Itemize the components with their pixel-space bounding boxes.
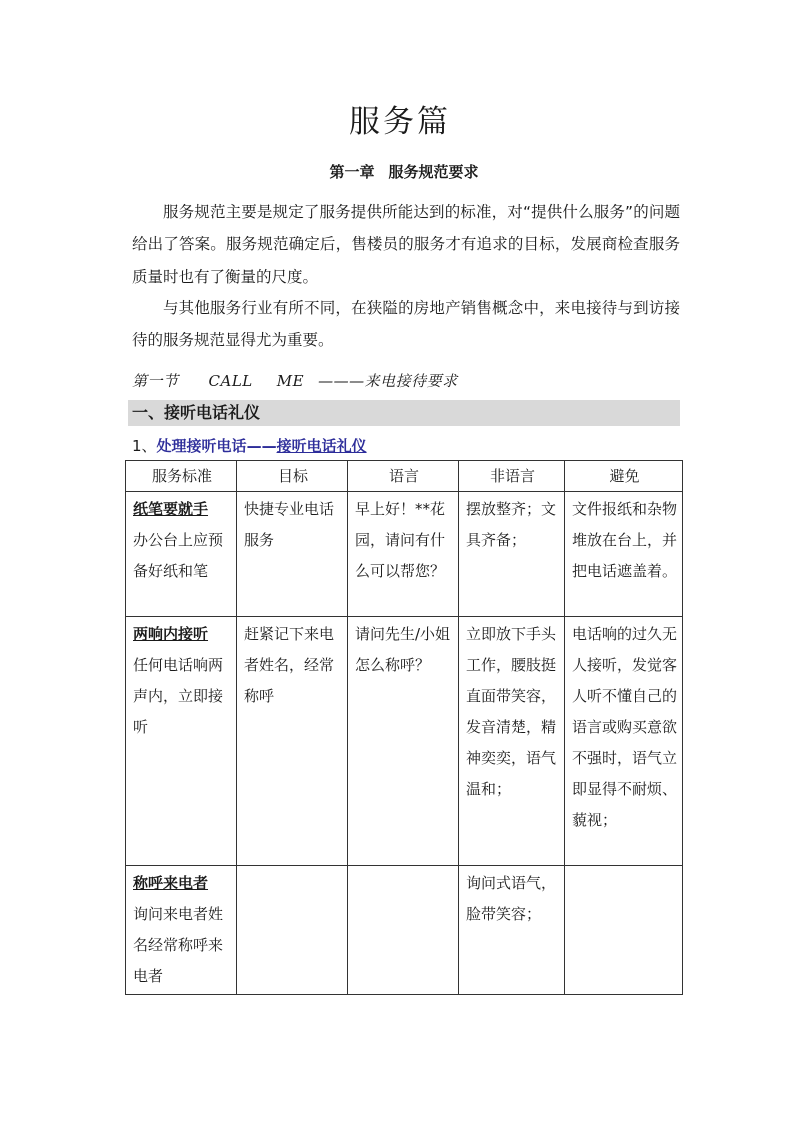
chapter-title	[0, 161, 794, 182]
page-title: 服务篇	[349, 104, 451, 140]
standard-term: 两响内接听	[133, 625, 209, 643]
language-cell: 早上好！**花园，请问有什么可以帮您？	[348, 492, 459, 617]
standard-term: 纸笔要就手	[133, 500, 209, 518]
header-cell: 目标	[237, 461, 348, 492]
standard-text: 询问来电者姓名经常称呼来电者	[133, 905, 224, 985]
avoid-cell: 文件报纸和杂物堆放在台上，并把电话遮盖着。	[565, 492, 683, 617]
header-cell: 语言	[348, 461, 459, 492]
standard-cell	[126, 866, 237, 995]
intro-paragraph-2: 与其他服务行业有所不同，在狭隘的房地产销售概念中，来电接待与到访接待的服务规范显得尤为重要。	[132, 298, 680, 349]
table-row	[126, 617, 683, 866]
standard-cell	[126, 617, 237, 866]
avoid-cell: 电话响的过久无人接听，发觉客人听不懂自己的语言或购买意欲不强时，语气立即显得不耐烦、藐视；	[565, 617, 683, 866]
item-part1: 处理接听电话	[156, 437, 247, 455]
item-dash: ——	[246, 437, 277, 455]
standard-cell	[126, 492, 237, 617]
section-title	[132, 370, 458, 391]
item-number: 1、	[132, 437, 157, 455]
chapter-label: 第一章	[329, 163, 375, 181]
section-word-call: CALL	[208, 372, 253, 390]
nonverbal-cell: 立即放下手头工作，腰肢挺直面带笑容，发音清楚，精神奕奕，语气温和；	[459, 617, 565, 866]
goal-cell	[237, 866, 348, 995]
chapter-name: 服务规范要求	[388, 163, 479, 181]
avoid-cell	[565, 866, 683, 995]
section-label: 第一节	[132, 372, 179, 390]
nonverbal-cell: 摆放整齐；文具齐备；	[459, 492, 565, 617]
language-cell: 请问先生/小姐怎么称呼？	[348, 617, 459, 866]
header-cell: 服务标准	[126, 461, 237, 492]
standard-text: 任何电话响两声内，立即接听	[133, 656, 224, 736]
standard-text: 办公台上应预备好纸和笔	[133, 531, 224, 580]
item-part2: 接听电话礼仪	[276, 437, 367, 455]
subheading-phone-etiquette: 一、接听电话礼仪	[128, 400, 680, 426]
section-dash: ———	[318, 372, 365, 390]
header-cell: 非语言	[459, 461, 565, 492]
goal-cell: 赶紧记下来电者姓名，经常称呼	[237, 617, 348, 866]
section-word-me: ME	[276, 372, 305, 390]
table-row	[126, 866, 683, 995]
language-cell	[348, 866, 459, 995]
intro-paragraph-1: 服务规范主要是规定了服务提供所能达到的标准，对“提供什么服务”的问题给出了答案。服务规范确定后，售楼员的服务才有追求的目标，发展商检查服务质量时也有了衡量的尺度。	[132, 202, 680, 286]
item-heading	[132, 433, 367, 459]
standard-term: 称呼来电者	[133, 874, 209, 892]
nonverbal-cell: 询问式语气，脸带笑容；	[459, 866, 565, 995]
table-header-row	[126, 461, 683, 492]
service-standards-table	[125, 460, 683, 995]
header-cell: 避免	[565, 461, 683, 492]
table-row	[126, 492, 683, 617]
section-name: 来电接待要求	[364, 372, 458, 390]
goal-cell: 快捷专业电话服务	[237, 492, 348, 617]
